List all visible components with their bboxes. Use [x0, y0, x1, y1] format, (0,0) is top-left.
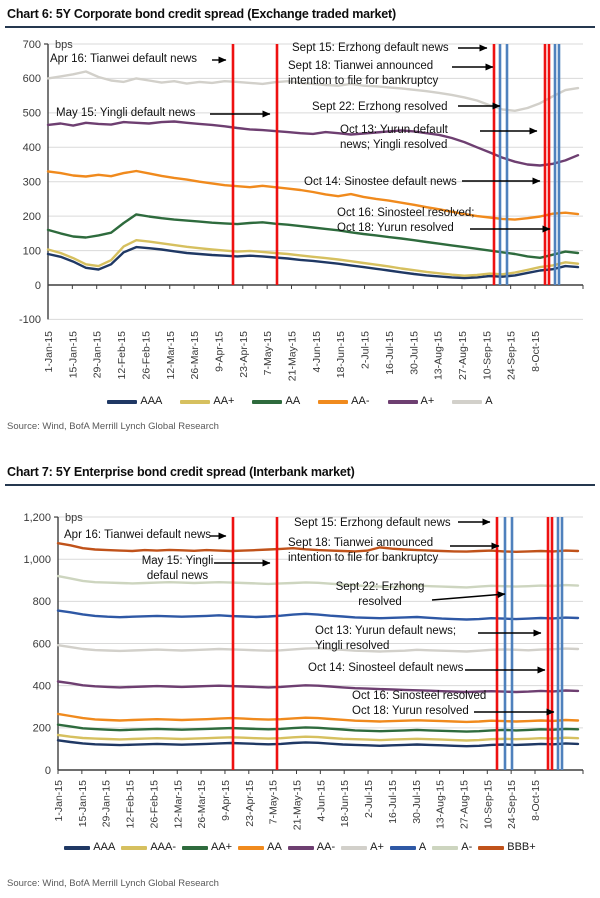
event-annotation-1 [120, 554, 235, 584]
x-tick-label: 8-Oct-15 [530, 331, 542, 372]
x-tick-label: 1-Jan-15 [53, 780, 65, 822]
y-tick-label: 600 [22, 73, 41, 86]
x-tick-label: 12-Feb-15 [116, 331, 129, 380]
legend-label-A+: A+ [420, 395, 435, 407]
x-tick-label: 26-Mar-15 [196, 780, 209, 829]
event-annotation-3 [288, 536, 438, 566]
y-tick-label: 200 [32, 722, 51, 735]
x-tick-label: 13-Aug-15 [432, 331, 445, 381]
annotation-text-line: Sept 15: Erzhong default news [292, 42, 449, 54]
chart7-source-note: Source: Wind, BofA Merrill Lynch Global Research [7, 878, 219, 889]
legend-item-A- [432, 841, 472, 853]
annotation-text-line: Apr 16: Tianwei default news [64, 529, 212, 541]
event-annotation-5 [340, 123, 448, 153]
annotation-text-line: resolved [358, 596, 402, 608]
y-tick-label: 200 [22, 210, 41, 223]
y-tick-label: 100 [22, 245, 41, 258]
chart7-figure [0, 458, 600, 898]
legend-label-AAA: AAA [140, 395, 163, 407]
annotation-text-line: Yingli resolved [315, 640, 390, 652]
legend-item-AA+ [182, 841, 232, 853]
event-annotation-0 [64, 528, 211, 543]
legend-swatch-AA- [318, 400, 348, 404]
x-tick-label: 1-Jan-15 [43, 331, 55, 373]
series-line-AA [58, 714, 578, 722]
annotation-text-line: Oct 14: Sinosteel default news [308, 662, 464, 674]
x-tick-label: 4-Jun-15 [310, 331, 323, 373]
x-tick-label: 9-Apr-15 [213, 331, 226, 372]
x-tick-label: 26-Feb-15 [148, 780, 161, 829]
legend-swatch-BBB+ [478, 846, 504, 850]
y-tick-label: 0 [34, 279, 41, 292]
x-tick-label: 24-Sep-15 [505, 331, 518, 381]
legend-item-A [390, 841, 426, 853]
y-tick-label: 0 [44, 764, 51, 777]
legend-swatch-A+ [341, 846, 367, 850]
annotation-text-line: Oct 16: Sinosteel resolved [352, 690, 487, 702]
y-tick-label: 1,000 [23, 554, 51, 566]
x-tick-label: 18-Jun-15 [335, 331, 348, 379]
legend-swatch-A- [432, 846, 458, 850]
y-tick-label: 400 [32, 680, 51, 693]
annotation-text-line: Oct 18: Yurun resolved [352, 705, 469, 717]
event-annotation-6 [304, 175, 457, 190]
y-tick-label: 600 [32, 638, 51, 651]
x-tick-label: 23-Apr-15 [237, 331, 250, 378]
annotation-text-line: Sept 15: Erzhong default news [294, 517, 451, 529]
legend-item-AAA- [121, 841, 176, 853]
x-tick-label: 8-Oct-15 [530, 780, 542, 821]
legend-label-AA-: AA- [316, 841, 336, 853]
x-tick-label: 10-Sep-15 [481, 331, 494, 381]
x-tick-label: 27-Aug-15 [456, 331, 469, 381]
annotation-text-line: defaul news [146, 570, 209, 582]
event-annotation-2 [292, 41, 449, 56]
annotation-text-line: Sept 22: Erzhong [335, 581, 425, 593]
x-tick-label: 29-Jan-15 [91, 331, 104, 379]
y-tick-label: 500 [22, 107, 41, 120]
annotation-text-line: Sept 18: Tianwei announced [288, 537, 434, 549]
legend-item-AA [252, 395, 300, 407]
legend-label-BBB+: BBB+ [507, 841, 536, 853]
y-tick-label: 700 [22, 38, 41, 51]
x-tick-label: 29-Jan-15 [100, 780, 113, 828]
y-axis-unit-label: bps [55, 38, 73, 51]
chart6-source-note: Source: Wind, BofA Merrill Lynch Global Research [7, 421, 219, 432]
x-tick-label: 12-Feb-15 [124, 780, 137, 829]
y-axis-unit-label: bps [65, 512, 83, 525]
x-tick-label: 16-Jul-15 [383, 331, 396, 375]
legend-label-A: A [418, 841, 427, 853]
legend-swatch-AA- [288, 846, 314, 850]
legend-swatch-A+ [388, 400, 418, 404]
event-annotation-3 [288, 59, 438, 89]
annotation-text-line: intention to file for bankruptcy [288, 552, 439, 564]
event-annotation-1 [56, 106, 195, 121]
event-annotation-5 [315, 624, 456, 654]
x-tick-label: 7-May-15 [262, 331, 275, 376]
x-tick-label: 30-Jul-15 [410, 780, 423, 824]
legend-item-A+ [341, 841, 384, 853]
x-tick-label: 15-Jan-15 [67, 331, 80, 379]
x-tick-label: 30-Jul-15 [408, 331, 421, 375]
x-tick-label: 12-Mar-15 [164, 331, 177, 380]
legend-label-AA-: AA- [351, 395, 370, 407]
legend-swatch-AAA- [121, 846, 147, 850]
legend-label-AAA-: AAA- [150, 841, 176, 853]
x-tick-label: 18-Jun-15 [339, 780, 352, 828]
series-line-AAA- [58, 735, 578, 741]
annotation-text-line: Sept 22: Erzhong resolved [312, 101, 448, 113]
chart7-legend [0, 841, 600, 853]
legend-swatch-AA [238, 846, 264, 850]
annotation-text-line: Apr 16: Tianwei default news [50, 53, 198, 65]
annotation-text-line: Oct 16: Sinosteel resolved; [337, 207, 475, 219]
legend-swatch-A [390, 846, 416, 850]
legend-label-AA: AA [285, 395, 301, 407]
x-tick-label: 4-Jun-15 [315, 780, 328, 822]
annotation-text-line: intention to file for bankruptcy [288, 75, 439, 87]
x-tick-label: 24-Sep-15 [506, 780, 519, 830]
legend-item-AA- [318, 395, 369, 407]
x-tick-label: 16-Jul-15 [386, 780, 399, 824]
annotation-text-line: news; Yingli resolved [340, 139, 448, 151]
legend-swatch-AA [252, 400, 282, 404]
event-annotation-4 [312, 100, 448, 115]
x-tick-label: 2-Jul-15 [359, 331, 372, 369]
series-line-AAA [58, 740, 578, 746]
x-tick-label: 26-Mar-15 [189, 331, 202, 380]
chart6-legend [0, 395, 600, 407]
annotation-text-line: Oct 13: Yurun default news; [315, 625, 457, 637]
series-line-AA+ [48, 240, 578, 276]
x-tick-label: 15-Jan-15 [76, 780, 89, 828]
event-annotation-7 [352, 689, 486, 719]
annotation-text-line: May 15: Yingli default news [56, 107, 196, 119]
annotation-text-line: Sept 18: Tianwei announced [288, 60, 434, 72]
event-annotation-6 [308, 661, 463, 676]
y-tick-label: -100 [18, 314, 41, 327]
legend-label-AA+: AA+ [213, 395, 235, 407]
x-tick-label: 13-Aug-15 [434, 780, 447, 830]
x-tick-label: 7-May-15 [267, 780, 280, 825]
legend-item-AAA [64, 841, 115, 853]
legend-item-BBB+ [478, 841, 535, 853]
legend-label-AAA: AAA [93, 841, 116, 853]
chart6-title: Chart 6: 5Y Corporate bond credit spread (Exchange traded market) [7, 7, 396, 21]
x-tick-label: 10-Sep-15 [482, 780, 495, 830]
annotation-text-line: Oct 13: Yurun default [340, 124, 448, 136]
legend-item-A+ [388, 395, 435, 407]
x-tick-label: 9-Apr-15 [219, 780, 232, 821]
y-tick-label: 800 [32, 596, 51, 609]
x-tick-label: 21-May-15 [291, 780, 304, 831]
legend-label-A+: A+ [370, 841, 384, 853]
legend-item-AA- [288, 841, 335, 853]
chart7-title: Chart 7: 5Y Enterprise bond credit spread (Interbank market) [7, 465, 355, 479]
legend-item-AA+ [180, 395, 234, 407]
event-annotation-0 [50, 52, 197, 67]
annotation-text-line: Oct 18: Yurun resolved [337, 222, 454, 234]
legend-swatch-AAA [107, 400, 137, 404]
legend-label-AA: AA [267, 841, 282, 853]
event-annotation-2 [294, 516, 451, 531]
event-annotation-7 [337, 206, 474, 236]
legend-item-A [452, 395, 492, 407]
x-tick-label: 12-Mar-15 [172, 780, 185, 829]
annotation-text-line: May 15: Yingli [141, 555, 214, 567]
event-annotation-4 [330, 580, 430, 610]
legend-swatch-AA+ [182, 846, 208, 850]
x-tick-label: 2-Jul-15 [363, 780, 376, 818]
legend-item-AA [238, 841, 282, 853]
series-line-A [58, 611, 578, 620]
x-tick-label: 27-Aug-15 [458, 780, 471, 830]
legend-swatch-A [452, 400, 482, 404]
series-line-A+ [48, 122, 578, 166]
y-tick-label: 400 [22, 142, 41, 155]
legend-label-A: A [485, 395, 493, 407]
legend-label-A-: A- [461, 841, 473, 853]
x-tick-label: 23-Apr-15 [243, 780, 256, 827]
annotation-arrow-4 [432, 594, 505, 600]
y-tick-label: 1,200 [23, 511, 51, 524]
annotation-text-line: Oct 14: Sinostee default news [304, 176, 457, 188]
series-line-AA- [58, 682, 578, 693]
x-tick-label: 21-May-15 [286, 331, 299, 382]
legend-swatch-AAA [64, 846, 90, 850]
y-tick-label: 300 [22, 176, 41, 189]
legend-label-AA+: AA+ [211, 841, 233, 853]
legend-item-AAA [107, 395, 162, 407]
legend-swatch-AA+ [180, 400, 210, 404]
x-tick-label: 26-Feb-15 [140, 331, 153, 380]
